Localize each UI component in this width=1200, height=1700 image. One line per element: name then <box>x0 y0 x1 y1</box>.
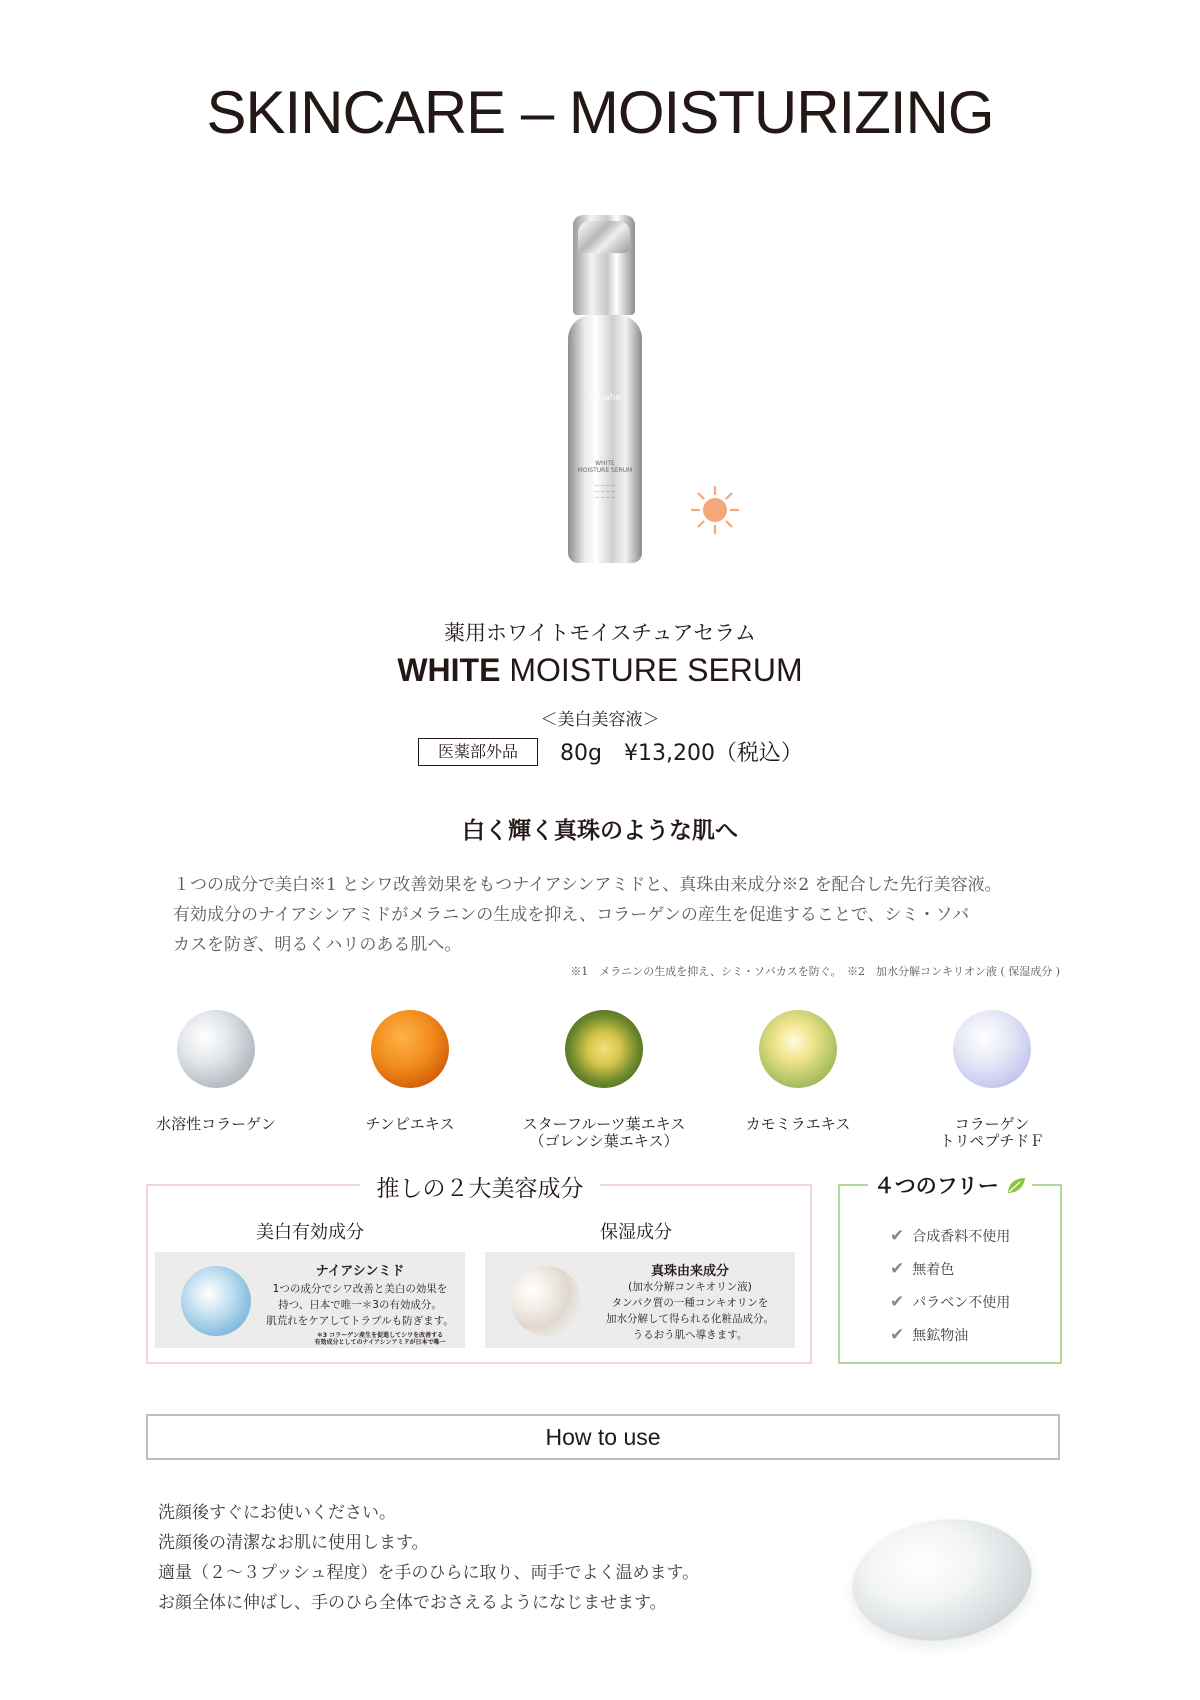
product-name-en-bold: WHITE <box>397 652 501 688</box>
niacinamide-gel-photo <box>181 1266 251 1336</box>
ingredient-item <box>116 1010 316 1133</box>
step-line: 洗顔後の清潔なお肌に使用します。 <box>158 1533 429 1553</box>
description-line: カスを防ぎ、明るくハリのある肌へ。 <box>173 935 462 955</box>
moisture-desc <box>595 1279 785 1343</box>
sun-icon <box>690 485 740 535</box>
product-bottle-image <box>560 215 650 565</box>
leaf-icon <box>1006 1177 1026 1195</box>
ingredient-label-line-1: 水溶性コラーゲン <box>156 1115 276 1133</box>
moisture-heading: 保湿成分 <box>600 1222 672 1243</box>
moisture-panel <box>485 1252 795 1348</box>
ingredient-label <box>116 1116 316 1133</box>
free-from-title-text: ４つのフリー <box>873 1174 999 1198</box>
collagen-tripeptide-photo <box>953 1010 1031 1088</box>
moisture-line: 加水分解して得られる化粧品成分。 <box>606 1313 774 1325</box>
free-item-label: 無着色 <box>912 1262 955 1278</box>
free-item <box>890 1226 1010 1246</box>
free-item-label: パラベン不使用 <box>912 1295 1011 1311</box>
ingredient-item <box>310 1010 510 1133</box>
whitening-desc <box>265 1281 455 1329</box>
whitening-ingredient-name: ナイアシンミド <box>315 1264 405 1279</box>
description-line: 有効成分のナイアシンアミドがメラニンの生成を抑え、コラーゲンの産生を促進することで、シミ・ソバ <box>173 905 970 925</box>
ingredient-label-line-1: コラーゲン <box>954 1115 1030 1133</box>
free-item-label: 合成香料不使用 <box>912 1229 1011 1245</box>
moisture-text <box>595 1260 785 1343</box>
bottle-brand-text: ranahe <box>589 393 621 403</box>
check-icon: ✔ <box>890 1226 905 1246</box>
moisture-line: うるおう肌へ導きます。 <box>632 1329 748 1341</box>
whitening-heading: 美白有効成分 <box>256 1222 364 1243</box>
bottle-name-line-2: MOISTURE SERUM <box>577 467 633 474</box>
product-category: ＜美白美容液＞ <box>540 710 660 730</box>
free-item-label: 無鉱物油 <box>912 1328 969 1344</box>
whitening-text <box>265 1260 455 1346</box>
free-item <box>890 1325 968 1345</box>
whitening-line: 1つの成分でシワ改善と美白の効果を <box>272 1283 448 1295</box>
collagen-photo <box>177 1010 255 1088</box>
whitening-line: 持つ、日本で唯一＊3の有効成分。 <box>278 1299 442 1311</box>
bottle-name-text <box>568 460 642 474</box>
serum-drop-image <box>845 1508 1040 1652</box>
check-icon: ✔ <box>890 1292 905 1312</box>
ingredient-label-line-2: トリペプチドＦ <box>939 1132 1045 1150</box>
ingredient-label <box>310 1116 510 1133</box>
headline: 白く輝く真珠のような肌へ <box>462 817 738 844</box>
ingredient-label-line-2: （ゴレンシ葉エキス） <box>529 1132 679 1150</box>
description <box>173 870 1053 960</box>
step-line: 適量（２～３プッシュ程度）を手のひらに取り、両手でよく温めます。 <box>158 1563 700 1583</box>
ingredient-label-line-1: チンピエキス <box>365 1115 455 1133</box>
ingredient-label <box>892 1116 1092 1150</box>
free-from-title <box>868 1170 1032 1200</box>
free-item <box>890 1292 1010 1312</box>
ingredient-label <box>698 1116 898 1133</box>
product-name-en <box>0 652 1200 689</box>
product-name-en-rest: MOISTURE SERUM <box>500 652 803 688</box>
orange-photo <box>371 1010 449 1088</box>
whitening-panel <box>155 1252 465 1348</box>
check-icon: ✔ <box>890 1325 905 1345</box>
moisture-ingredient-name: 真珠由来成分 <box>650 1264 729 1279</box>
moisture-line: タンパク質の一種コンキオリンを <box>611 1297 769 1309</box>
footnote: ※1 メラニンの生成を抑え、シミ・ソバカスを防ぐ。 ※2 加水分解コンキリオン液 ( 保湿成分 ) <box>570 965 1060 978</box>
whitening-note-line: 有効成分としてのナイアシンアミドが日本で唯一 <box>314 1339 446 1346</box>
bottle-body <box>568 315 642 563</box>
whitening-line: 肌荒れをケアしてトラブルも防ぎます。 <box>266 1315 454 1327</box>
free-item <box>890 1259 954 1279</box>
ingredient-label <box>504 1116 704 1150</box>
pearl-photo <box>511 1266 581 1336</box>
whitening-note <box>265 1332 455 1346</box>
description-line: １つの成分で美白※1 とシワ改善効果をもつナイアシンアミドと、真珠由来成分※2 を配合した先行美容液。 <box>173 875 1002 895</box>
how-to-use-steps <box>158 1498 858 1618</box>
bottle-cap-crystal <box>578 221 630 253</box>
moon-icon <box>752 489 796 533</box>
key-ingredients-title: 推しの２大美容成分 <box>360 1170 600 1203</box>
step-line: 洗顔後すぐにお使いください。 <box>158 1503 396 1523</box>
page-title: SKINCARE – MOISTURIZING <box>206 79 994 146</box>
quasi-drug-badge: 医薬部外品 <box>418 738 538 766</box>
chamomile-photo <box>759 1010 837 1088</box>
step-line: お顔全体に伸ばし、手のひら全体でおさえるようになじませます。 <box>158 1593 667 1613</box>
moisture-line: (加水分解コンキオリン液) <box>628 1281 752 1293</box>
how-to-use-heading: How to use <box>146 1414 1060 1460</box>
bottle-name-line-1: WHITE <box>595 460 615 467</box>
ingredient-item <box>698 1010 898 1133</box>
ingredient-item <box>504 1010 704 1150</box>
ingredient-item <box>892 1010 1092 1150</box>
size-and-price: 80g ¥13,200（税込） <box>560 741 803 766</box>
bottle-small-print: — — — — — — — — — — — — <box>595 483 615 500</box>
check-icon: ✔ <box>890 1259 905 1279</box>
ingredient-label-line-1: カモミラエキス <box>745 1115 851 1133</box>
whitening-note-line: ＊3 コラーゲン産生を促進してシワを改善する <box>316 1332 444 1339</box>
ingredient-label-line-1: スターフルーツ葉エキス <box>522 1115 686 1133</box>
product-name-jp: 薬用ホワイトモイスチュアセラム <box>443 621 757 645</box>
starfruit-photo <box>565 1010 643 1088</box>
